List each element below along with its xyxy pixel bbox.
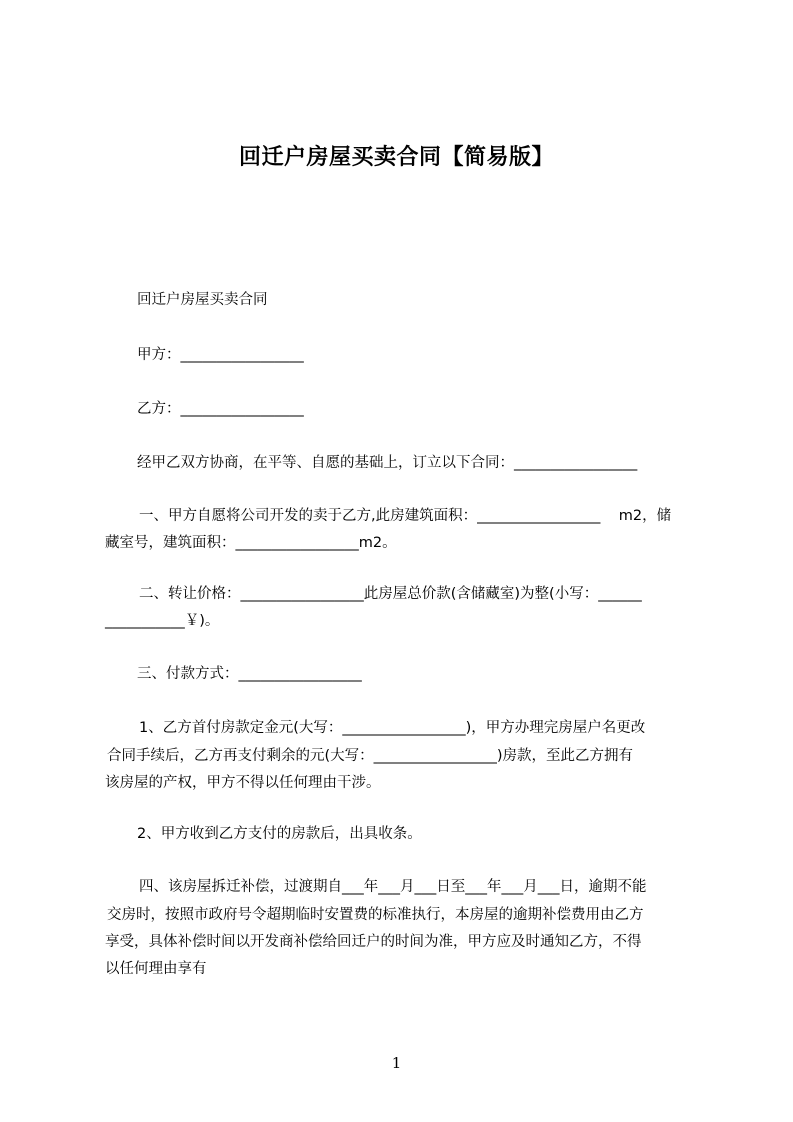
clause-1-line-1: 一、甲方自愿将公司开发的卖于乙方,此房建筑面积：_________________ m2，储 <box>139 508 672 524</box>
party-a-line: 甲方：_________________ <box>137 347 304 363</box>
clause-1-line-2: 藏室号，建筑面积：_________________m2。 <box>105 535 397 551</box>
clause-2-line-1: 二、转让价格：_________________此房屋总价款(含储藏室)为整(小写：______ <box>139 586 642 602</box>
clause-4-line-4: 以任何理由享有 <box>105 961 207 977</box>
clause-2-line-2: ___________￥)。 <box>105 613 220 629</box>
preamble-line: 经甲乙双方协商，在平等、自愿的基础上，订立以下合同：_________________ <box>137 455 638 471</box>
clause-4-line-1: 四、该房屋拆迁补偿，过渡期自___年___月___日至___年___月___日，逾期不能 <box>139 879 647 895</box>
clause-3-1-line-1: 1、乙方首付房款定金元(大写：_________________)，甲方办理完房屋户名更改 <box>139 720 646 736</box>
clause-4-line-3: 享受，具体补偿时间以开发商补偿给回迁户的时间为准，甲方应及时通知乙方，不得 <box>105 934 642 950</box>
clause-4-line-2: 交房时，按照市政府号令超期临时安置费的标准执行，本房屋的逾期补偿费用由乙方 <box>107 907 644 923</box>
party-b-line: 乙方：_________________ <box>137 401 304 417</box>
clause-3-2-line: 2、甲方收到乙方支付的房款后，出具收条。 <box>137 826 422 842</box>
page-number: 1 <box>391 1054 402 1072</box>
clause-3-line: 三、付款方式：_________________ <box>137 666 362 682</box>
document-title: 回迁户房屋买卖合同【简易版】 <box>238 145 554 170</box>
clause-3-1-line-2: 合同手续后，乙方再支付剩余的元(大写：_________________)房款，至此乙方拥有 <box>107 748 634 764</box>
contract-heading: 回迁户房屋买卖合同 <box>137 292 268 308</box>
clause-3-1-line-3: 该房屋的产权，甲方不得以任何理由干涉。 <box>105 775 381 791</box>
